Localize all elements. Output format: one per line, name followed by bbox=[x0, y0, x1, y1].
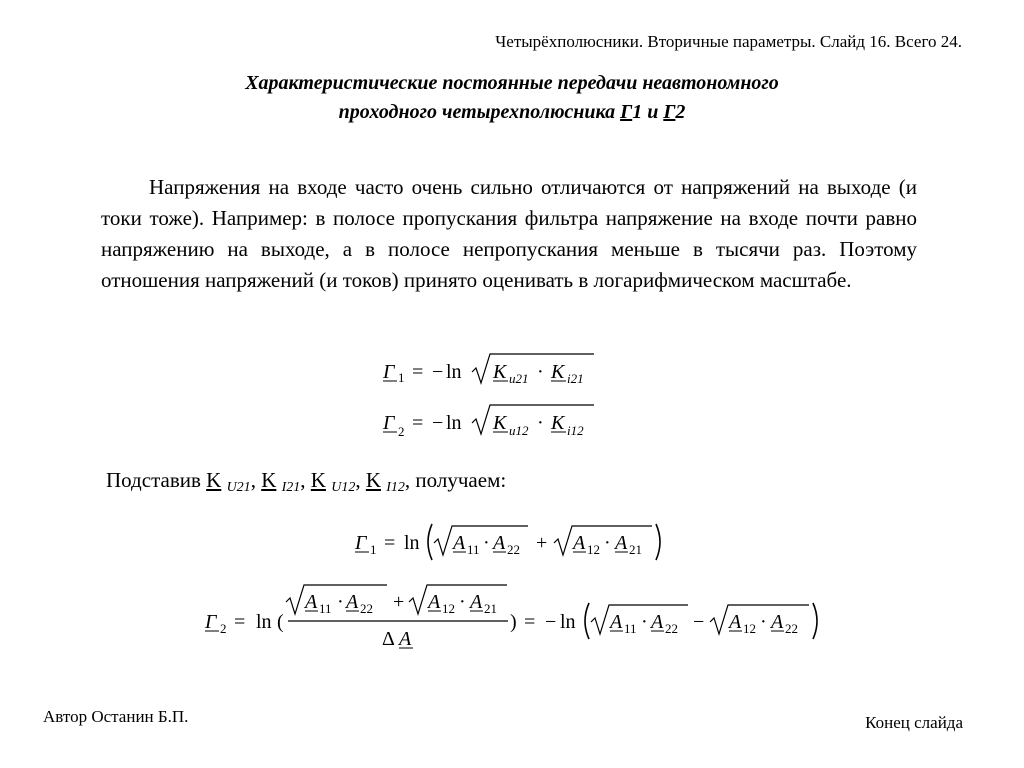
title-gamma-2-symbol: Г bbox=[663, 101, 676, 123]
f4-rhs-a11-sub: 11 bbox=[624, 621, 637, 636]
f3-a22-sub: 22 bbox=[507, 542, 520, 557]
f1-k2: K bbox=[551, 361, 565, 383]
f1-k1-sub: u21 bbox=[509, 371, 529, 386]
f1-k1: K bbox=[493, 361, 507, 383]
title-line-1: Характеристические постоянные передачи неавтономного bbox=[245, 72, 779, 94]
slide-header: Четырёхполюсники. Вторичные параметры. Слайд 16. Всего 24. bbox=[495, 32, 962, 51]
f1-gamma: Γ bbox=[383, 361, 395, 383]
f4-num-plus: + bbox=[393, 591, 405, 613]
f2-dot: · bbox=[537, 412, 544, 434]
formula-gamma-1-a bbox=[354, 524, 660, 560]
f4-num-a21: A bbox=[470, 591, 483, 613]
f3-a21: A bbox=[615, 532, 628, 554]
f3-a22: A bbox=[493, 532, 506, 554]
substitute-k-3: K bbox=[310, 468, 326, 492]
f4-num-dot-1: · bbox=[337, 591, 344, 613]
title-gamma-1-index: 1 bbox=[632, 101, 643, 123]
f4-eq-1: = bbox=[234, 611, 246, 633]
f2-k2: K bbox=[551, 412, 565, 434]
f4-num-dot-2: · bbox=[459, 591, 466, 613]
f4-num-a11: A bbox=[305, 591, 318, 613]
f1-minus: − bbox=[432, 361, 444, 383]
substitute-comma-1: , bbox=[250, 468, 262, 492]
f3-a21-sub: 21 bbox=[629, 542, 642, 557]
title-gamma-1-symbol: Г bbox=[620, 101, 633, 123]
f3-a12-sub: 12 bbox=[587, 542, 600, 557]
f4-rhs-a22: A bbox=[651, 611, 664, 633]
f4-rhs-a12-sub: 12 bbox=[743, 621, 756, 636]
formula-gamma-1 bbox=[382, 354, 594, 386]
f4-minus: − bbox=[545, 611, 557, 633]
substitute-comma-2: , bbox=[300, 468, 311, 492]
formula-gamma-2 bbox=[382, 405, 594, 439]
substitute-comma-3: , bbox=[355, 468, 366, 492]
f3-dot-2: · bbox=[604, 532, 611, 554]
f4-rhs-a11: A bbox=[610, 611, 623, 633]
title-and: и bbox=[642, 101, 664, 123]
f4-lparen-1: ( bbox=[277, 611, 284, 633]
f4-eq-2: = bbox=[524, 611, 536, 633]
substitute-prefix: Подставив bbox=[106, 468, 207, 492]
body-paragraph: Напряжения на входе часто очень сильно отличаются от напряжений на выходе (и токи тоже). Например: в полосе пропускания фильтра напряжение на входе почти равно напряжению на выходе, а в полосе непропускания меньше в тысячи раз. Поэтому отношения напряжений (и токов) принято оценивать в логарифмическом масштабе. bbox=[101, 175, 917, 292]
f3-dot-1: · bbox=[483, 532, 490, 554]
substitute-sub-3: U12 bbox=[331, 480, 356, 495]
substitute-k-4: K bbox=[365, 468, 381, 492]
f4-ln-2: ln bbox=[560, 611, 576, 633]
substitute-sub-4: I12 bbox=[386, 480, 405, 495]
end-of-slide-label: Конец слайда bbox=[865, 713, 963, 732]
f2-ln: ln bbox=[446, 412, 462, 434]
f2-k2-sub: i12 bbox=[567, 423, 584, 438]
f4-gamma-sub: 2 bbox=[220, 621, 227, 636]
f3-eq: = bbox=[384, 532, 396, 554]
title-gamma-2-index: 2 bbox=[675, 101, 686, 123]
f4-rhs-a22-sub: 22 bbox=[665, 621, 678, 636]
f4-rhs-a22b: A bbox=[771, 611, 784, 633]
f1-ln: ln bbox=[446, 361, 462, 383]
f4-den-a: A bbox=[399, 628, 412, 650]
formula-gamma-2-a bbox=[204, 585, 817, 650]
f2-k1-sub: u12 bbox=[509, 423, 529, 438]
f2-gamma-sub: 2 bbox=[398, 424, 405, 439]
substitute-suffix: , получаем: bbox=[404, 468, 507, 492]
f4-num-a22: A bbox=[346, 591, 359, 613]
f4-num-a11-sub: 11 bbox=[319, 601, 332, 616]
author-label: Автор Останин Б.П. bbox=[43, 707, 189, 726]
f4-num-a22-sub: 22 bbox=[360, 601, 373, 616]
f1-gamma-sub: 1 bbox=[398, 370, 405, 385]
f3-a11: A bbox=[453, 532, 466, 554]
f4-rparen-1: ) bbox=[510, 611, 517, 633]
f4-num-a21-sub: 21 bbox=[484, 601, 497, 616]
f1-eq: = bbox=[412, 361, 424, 383]
substitute-sub-2: I21 bbox=[281, 480, 301, 495]
substitute-k-2: K bbox=[261, 468, 277, 492]
f4-rparen-2 bbox=[813, 603, 817, 639]
f3-ln: ln bbox=[404, 532, 420, 554]
substitute-k-1: K bbox=[206, 468, 222, 492]
f4-num-a12-sub: 12 bbox=[442, 601, 455, 616]
f3-gamma-sub: 1 bbox=[370, 542, 377, 557]
f4-rhs-minus: − bbox=[693, 611, 705, 633]
f3-gamma: Γ bbox=[355, 532, 367, 554]
substitute-sub-1: U21 bbox=[226, 480, 251, 495]
f2-eq: = bbox=[412, 412, 424, 434]
f4-gamma: Γ bbox=[205, 611, 217, 633]
f4-rhs-a12: A bbox=[729, 611, 742, 633]
substitute-line bbox=[106, 468, 506, 496]
f3-plus: + bbox=[536, 532, 548, 554]
f2-gamma: Γ bbox=[383, 412, 395, 434]
f1-k2-sub: i21 bbox=[567, 371, 584, 386]
f3-a12: A bbox=[573, 532, 586, 554]
f4-lparen-2 bbox=[585, 603, 589, 639]
f4-num-a12: A bbox=[428, 591, 441, 613]
f3-rparen bbox=[656, 524, 660, 560]
f2-minus: − bbox=[432, 412, 444, 434]
f4-rhs-dot-2: · bbox=[760, 611, 767, 633]
f2-k1: K bbox=[493, 412, 507, 434]
title-line-2-text: проходного четырехполюсника bbox=[338, 101, 621, 123]
f3-a11-sub: 11 bbox=[467, 542, 480, 557]
f4-den-delta: Δ bbox=[382, 628, 395, 650]
f4-rhs-a22b-sub: 22 bbox=[785, 621, 798, 636]
f4-ln-1: ln bbox=[256, 611, 272, 633]
f4-rhs-dot-1: · bbox=[641, 611, 648, 633]
f3-lparen bbox=[428, 524, 432, 560]
f1-dot: · bbox=[537, 361, 544, 383]
